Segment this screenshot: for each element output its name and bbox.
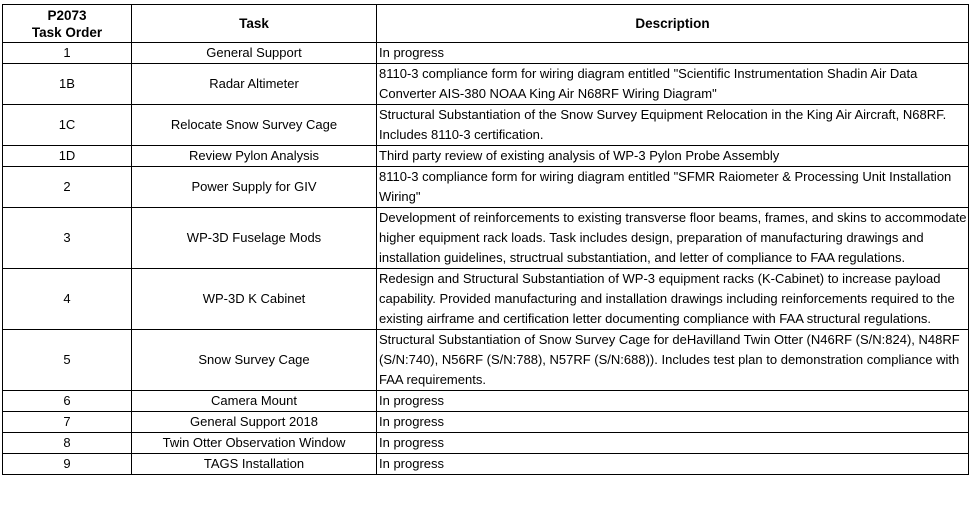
table-row	[3, 412, 969, 433]
task-cell: TAGS Installation	[132, 454, 377, 475]
table-row	[3, 454, 969, 475]
task-order-cell: 1B	[3, 64, 132, 105]
table-row	[3, 330, 969, 391]
task-cell: WP-3D K Cabinet	[132, 269, 377, 330]
task-order-cell: 4	[3, 269, 132, 330]
description-cell: In progress	[377, 43, 969, 64]
description-cell: In progress	[377, 412, 969, 433]
task-cell: Snow Survey Cage	[132, 330, 377, 391]
table-row	[3, 433, 969, 454]
table-row	[3, 208, 969, 269]
table-row	[3, 269, 969, 330]
description-cell: In progress	[377, 433, 969, 454]
task-cell: General Support	[132, 43, 377, 64]
header-task-order-line2: Task Order	[31, 24, 103, 40]
header-row	[3, 5, 969, 43]
table-row	[3, 64, 969, 105]
task-order-cell: 7	[3, 412, 132, 433]
description-cell: 8110-3 compliance form for wiring diagram entitled "Scientific Instrumentation Shadin Air Data Converter AIS-380 NOAA King Air N68RF Wiring Diagram"	[377, 64, 969, 105]
description-cell: Structural Substantiation of the Snow Survey Equipment Relocation in the King Air Aircraft, N68RF. Includes 8110-3 certification.	[377, 105, 969, 146]
task-cell: Twin Otter Observation Window	[132, 433, 377, 454]
task-cell: Relocate Snow Survey Cage	[132, 105, 377, 146]
task-order-cell: 2	[3, 167, 132, 208]
table-row	[3, 105, 969, 146]
task-order-cell: 1	[3, 43, 132, 64]
task-cell: Power Supply for GIV	[132, 167, 377, 208]
description-cell: Development of reinforcements to existing transverse floor beams, frames, and skins to accommodate higher equipment rack loads. Task includes design, preparation of manufacturing drawings and installation guidelines, structrual substantiation, and letter of compliance to FAA regulations.	[377, 208, 969, 269]
description-cell: In progress	[377, 454, 969, 475]
description-cell: 8110-3 compliance form for wiring diagram entitled "SFMR Raiometer & Processing Unit Installation Wiring"	[377, 167, 969, 208]
task-order-cell: 5	[3, 330, 132, 391]
header-description: Description	[377, 5, 969, 43]
task-order-cell: 1C	[3, 105, 132, 146]
description-cell: Third party review of existing analysis of WP-3 Pylon Probe Assembly	[377, 146, 969, 167]
task-order-table	[2, 4, 969, 475]
task-order-cell: 1D	[3, 146, 132, 167]
table-row	[3, 146, 969, 167]
task-cell: WP-3D Fuselage Mods	[132, 208, 377, 269]
description-cell: Structural Substantiation of Snow Survey Cage for deHavilland Twin Otter (N46RF (S/N:824), N48RF (S/N:740), N56RF (S/N:788), N57RF (S/N:688)). Includes test plan to demonstration compliance with FAA requirements.	[377, 330, 969, 391]
task-cell: General Support 2018	[132, 412, 377, 433]
task-cell: Camera Mount	[132, 391, 377, 412]
table-row	[3, 43, 969, 64]
header-task-order	[3, 5, 132, 43]
header-task: Task	[132, 5, 377, 43]
table-row	[3, 391, 969, 412]
task-order-cell: 6	[3, 391, 132, 412]
task-order-cell: 8	[3, 433, 132, 454]
task-order-cell: 9	[3, 454, 132, 475]
task-cell: Review Pylon Analysis	[132, 146, 377, 167]
task-order-cell: 3	[3, 208, 132, 269]
header-task-order-line1: P2073	[47, 7, 87, 23]
description-cell: Redesign and Structural Substantiation of WP-3 equipment racks (K-Cabinet) to increase payload capability. Provided manufacturing and installation drawings including reinforcements required to the existing airframe and certification letter documenting compliance with FAA structural regulations.	[377, 269, 969, 330]
table-row	[3, 167, 969, 208]
description-cell: In progress	[377, 391, 969, 412]
task-cell: Radar Altimeter	[132, 64, 377, 105]
